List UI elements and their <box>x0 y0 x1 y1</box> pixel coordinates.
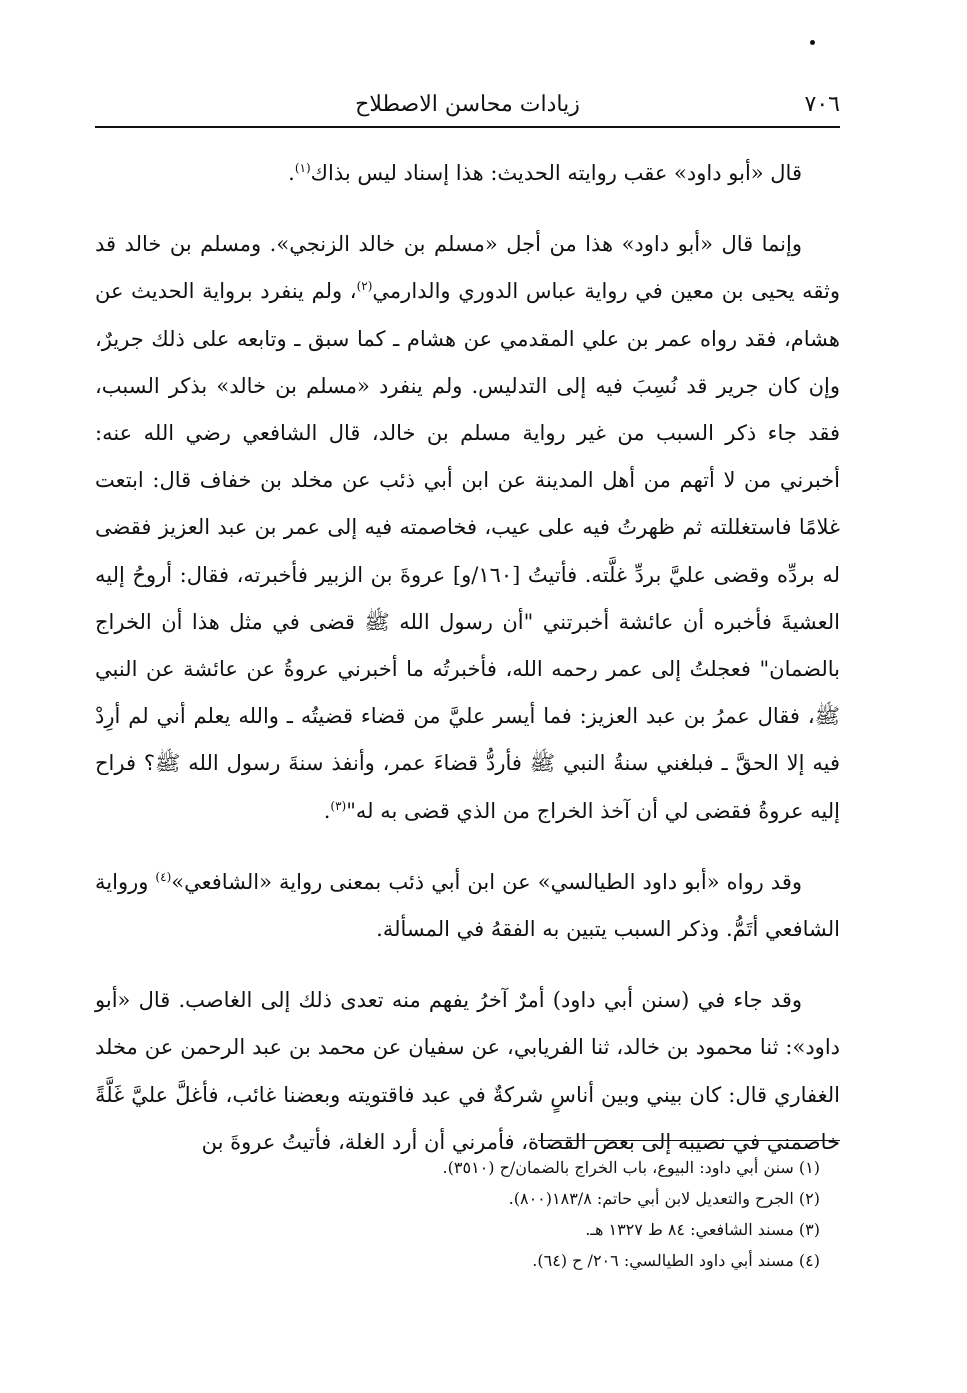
paragraph-4-text: وقد جاء في (سنن أبي داود) أمرٌ آخرُ يفهم منه تعدى ذلك إلى الغاصب. قال «أبو داود»: ثنا محمود بن خالد، ثنا الفريابي، عن سفيان عن محمد بن عبد الرحمن عن مخلد الغفاري قال: كان بيني وبين أناسٍ شركةٌ في عبد فاقتويته وبعضنا غائب، فأغلَّ عليَّ غَلَّةً خاصمني في نصيبه إلى بعض القضاة، فأمرني أن أرد الغلة، فأتيتُ عروةَ بن <box>95 988 841 1154</box>
footnote-4: (٤) مسند أبي داود الطيالسي: ٢٠٦/ ح (٦٤). <box>532 1251 820 1270</box>
paragraph-2-text-a: وإنما قال «أبو داود» هذا من أجل «مسلم بن خالد الزنجي». ومسلم بن خالد قد وثقه يحيى بن معين في رواية عباس الدوري والدارمي <box>95 232 841 304</box>
paragraph-2-text-b: ، ولم ينفرد برواية الحديث عن هشام، فقد رواه عمر بن علي المقدمي عن هشام ـ كما سبق ـ وتابعه على ذلك جريرٌ، وإن كان جرير قد نُسِبَ فيه إلى التدليس. ولم ينفرد «مسلم بن خالد» بذكر السبب، فقد جاء ذكر السبب من غير رواية مسلم بن خالد، قال الشافعي رضي الله عنه: أخبرني من لا أتهم من أهل المدينة عن ابن أبي ذئب عن مخلد بن خفاف قال: ابتعت غلامًا فاستغللته ثم ظهرتُ فيه على عيب، فخاصمته فيه إلى عمر بن عبد العزيز فقضى له بردِّه وقضى عليَّ بردِّ غلَّته. فأتيتُ [١٦٠/و] عروةَ بن الزبير فأخبرته، فقال: أروحُ إليه العشيةَ فأخبره أن عائشة أخبرتني "أن رسول الله ﷺ قضى في مثل هذا أن الخراج بالضمان" فعجلتُ إلى عمر رحمه الله، فأخبرتُه ما أخبرني عروةُ عن عائشة عن النبي ﷺ، فقال عمرُ بن عبد العزيز: فما أيسر عليَّ من قضاء قضيتُه ـ والله يعلم أني لم أرِدْ فيه إلا الحقَّ ـ فبلغني سنةُ النبي ﷺ فأردُّ قضاءَ عمر، وأنفذ سنةَ رسول الله ﷺ؟ فراح إليه عروةُ فقضى لي أن آخذ الخراج من الذي قضى به له" <box>95 279 840 823</box>
paragraph-2 <box>95 221 840 835</box>
paragraph-3-text-b: ورواية الشافعي أتَمُّ. وذكر السبب يتبين به الفقهُ في المسألة. <box>95 869 840 942</box>
footnote-3: (٣) مسند الشافعي: ٨٤ ط ١٣٢٧ هـ. <box>585 1220 820 1239</box>
paragraph-4 <box>95 977 840 1166</box>
footnote-2: (٢) الجرح والتعديل لابن أبي حاتم: ١٨٣/٨(٨٠٠). <box>508 1189 820 1208</box>
page-number: ٧٠٦ <box>804 92 840 117</box>
paragraph-2-end: . <box>323 798 331 823</box>
paragraph-1-text: قال «أبو داود» عقب روايته الحديث: هذا إسناد ليس بذاك <box>310 161 802 185</box>
page-header <box>95 90 840 128</box>
paragraph-1 <box>95 150 840 197</box>
footnote-ref-2: (٢) <box>356 279 373 294</box>
footnote-ref-3: (٣) <box>330 798 347 813</box>
footnotes <box>340 1152 820 1276</box>
footnote-ref-4: (٤) <box>155 869 172 884</box>
page-speck <box>810 40 815 45</box>
body-text <box>95 150 840 1166</box>
footnote-ref-1: (١) <box>294 161 311 175</box>
footnote-1: (١) سنن أبي داود: البيوع، باب الخراج بالضمان/ح (٣٥١٠). <box>442 1158 820 1177</box>
paragraph-1-end: . <box>288 161 295 185</box>
paragraph-3-text-a: وقد رواه «أبو داود الطيالسي» عن ابن أبي ذئب بمعنى رواية «الشافعي» <box>171 869 802 894</box>
running-title: زيادات محاسن الاصطلاح <box>355 92 580 117</box>
footnote-separator <box>538 1140 840 1141</box>
paragraph-3 <box>95 859 840 953</box>
